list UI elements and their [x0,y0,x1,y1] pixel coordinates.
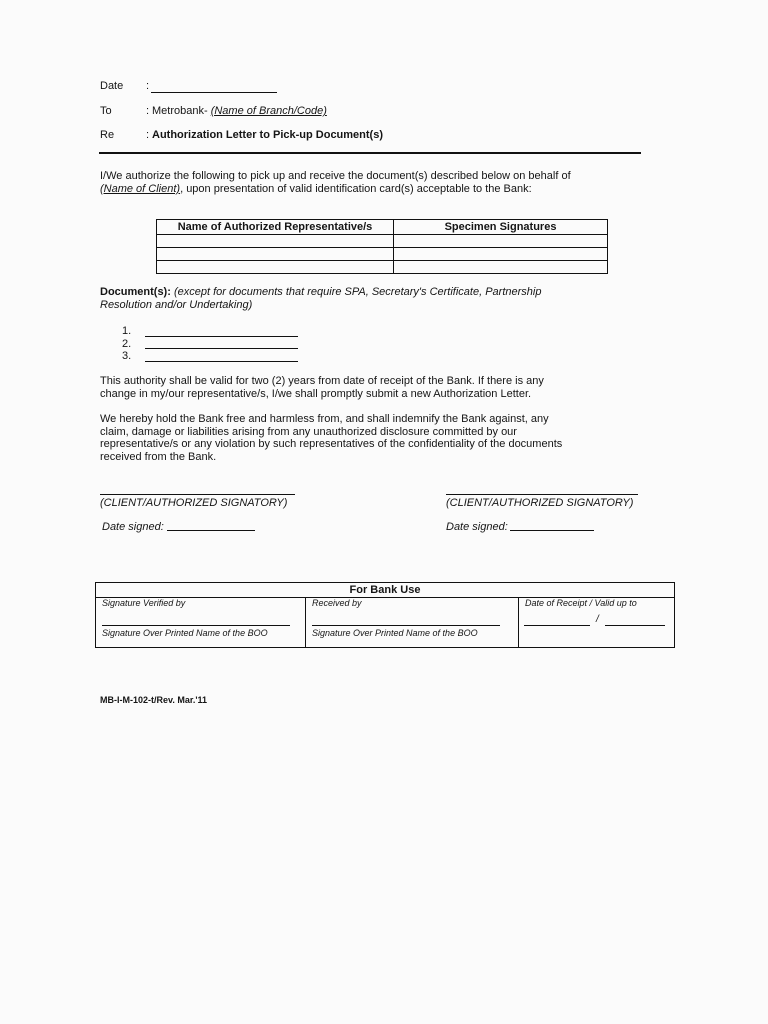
date-of-receipt-blank[interactable] [524,625,590,626]
date-of-receipt-label: Date of Receipt / Valid up to [525,598,637,608]
rep-name-cell[interactable] [157,261,394,274]
table-row [157,261,608,274]
bank-use-box [95,582,675,648]
signature-cell[interactable] [394,261,608,274]
specimen-signature-header: Specimen Signatures [394,220,608,235]
validity-line-2: change in my/our representative/s, I/we shall promptly submit a new Authorization Letter. [100,388,532,400]
left-date-signed-label: Date signed: [102,521,164,533]
bank-use-col-divider-2 [518,597,519,647]
right-signature-line[interactable] [446,494,638,495]
re-value: Authorization Letter to Pick-up Document(s) [152,129,383,141]
right-date-signed-label: Date signed: [446,521,508,533]
to-value-prefix: Metrobank- [152,105,211,117]
right-signatory-label: (CLIENT/AUTHORIZED SIGNATORY) [446,497,634,509]
table-row [157,235,608,248]
rep-name-cell[interactable] [157,248,394,261]
bank-use-col-divider-1 [305,597,306,647]
received-by-label: Received by [312,598,362,608]
document-item-2-blank[interactable] [145,348,298,349]
to-colon: : [146,105,150,117]
client-name-placeholder: (Name of Client) [100,183,181,195]
left-date-signed-blank[interactable] [167,530,255,531]
document-item-1-number: 1. [122,325,132,337]
signature-verified-label: Signature Verified by [102,598,186,608]
table-row [157,248,608,261]
signature-verified-blank[interactable] [102,625,290,626]
bank-use-title: For Bank Use [349,584,421,596]
left-signatory-label: (CLIENT/AUTHORIZED SIGNATORY) [100,497,288,509]
to-label: To [100,105,112,117]
to-value [152,105,327,118]
indemnity-line-3: representative/s or any violation by such representatives of the confidentiality of the documents [100,438,563,450]
rep-name-header: Name of Authorized Representative/s [157,220,394,235]
received-by-footer: Signature Over Printed Name of the BOO [312,628,478,638]
re-label: Re [100,129,115,141]
indemnity-line-1: We hereby hold the Bank free and harmless from, and shall indemnify the Bank against, any [100,413,549,425]
rep-name-cell[interactable] [157,235,394,248]
document-item-1-blank[interactable] [145,336,298,337]
document-item-3-number: 3. [122,350,132,362]
signature-verified-footer: Signature Over Printed Name of the BOO [102,628,268,638]
date-blank[interactable] [151,92,277,93]
table-header-row [157,220,608,235]
date-colon: : [146,80,150,92]
documents-note-1: (except for documents that require SPA, Secretary's Certificate, Partnership [173,286,542,298]
header-divider [99,152,641,154]
intro-line-2-rest: , upon presentation of valid identification card(s) acceptable to the Bank: [180,183,532,195]
intro-line-1: I/We authorize the following to pick up and receive the document(s) described below on behalf of [100,170,571,182]
right-date-signed-blank[interactable] [510,530,594,531]
document-item-2-number: 2. [122,338,132,350]
form-code: MB-I-M-102-t/Rev. Mar.'11 [100,695,208,705]
indemnity-line-2: claim, damage or liabilities arising from any unauthorized disclosure committed by our [100,426,517,438]
documents-note-2: Resolution and/or Undertaking) [100,299,253,311]
signature-cell[interactable] [394,248,608,261]
indemnity-line-4: received from the Bank. [100,451,217,463]
signature-cell[interactable] [394,235,608,248]
document-item-3-blank[interactable] [145,361,298,362]
documents-label: Document(s): [100,286,171,298]
branch-code-placeholder: (Name of Branch/Code) [210,105,327,117]
intro-line-2 [100,183,532,196]
re-colon: : [146,129,150,141]
documents-line-1 [100,286,645,299]
left-signature-line[interactable] [100,494,295,495]
valid-up-to-blank[interactable] [605,625,665,626]
authorized-representatives-table [156,219,608,274]
validity-line-1: This authority shall be valid for two (2) years from date of receipt of the Bank. If there is any [100,375,544,387]
date-label: Date [100,80,124,92]
date-slash: / [596,614,599,625]
received-by-blank[interactable] [312,625,500,626]
